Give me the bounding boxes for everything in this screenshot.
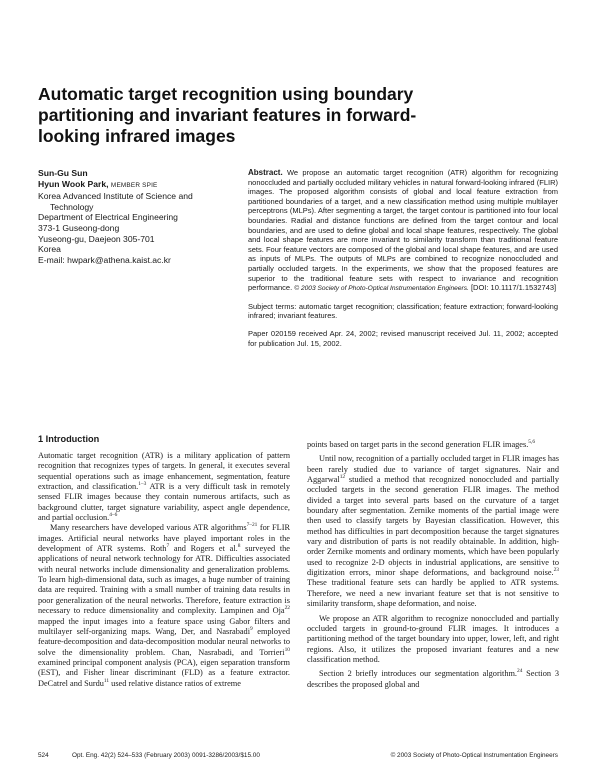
body-paragraph bbox=[38, 523, 290, 689]
doi: [DOI: 10.1117/1.1532743] bbox=[470, 283, 557, 293]
text-run: These traditional feature sets can hardly be applied to ATR systems. Therefore, we need a new invariant feature set that is not sensitive to similarity transform, shape deformation, and noise. bbox=[307, 578, 559, 609]
body-column-right bbox=[307, 440, 559, 690]
citation: 7–21 bbox=[246, 522, 258, 529]
paper-history: Paper 020159 received Apr. 24, 2002; revised manuscript received Jul. 11, 2002; accepted for publication Jul. 15, 2002. bbox=[248, 328, 558, 348]
article-title: Automatic target recognition using boundary partitioning and invariant features in forward-looking infrared images bbox=[38, 84, 417, 146]
citation: 12 bbox=[339, 474, 346, 481]
author-email: E-mail: hwpark@athena.kaist.ac.kr bbox=[38, 254, 171, 265]
author-name: Sun-Gu Sun bbox=[38, 168, 88, 178]
issn-price: 0091-3286/2003/$15.00 bbox=[192, 752, 260, 759]
text-run: used relative distance ratios of extreme bbox=[109, 678, 241, 688]
citation: 24 bbox=[517, 668, 523, 675]
abstract-paragraph bbox=[248, 168, 558, 294]
text-run: surveyed the applications of neural network technology for ATR. Difficulties associated with neural networks include dimensionality and generalization problems. To learn high-dimensional data, such as images, a huge number of training data are required. Training with a small number of training data results in poor generalization of the neural networks. Therefore, feature extraction is necessary to reduce dimensionality and complexity. Lampinen and Oja bbox=[38, 544, 290, 616]
text-run: studied a method that recognized nonoccluded and partially occluded targets in the second generation FLIR images. The method divided a target into several parts based on the curvature of a target boundary after segmentation. Zernike moments of the partial image were then used to classify targets by Bayesian classification. However, this method has difficulties in part decomposition because the target signatures vary and distribution of parts is not readily obtainable. In addition, high-order Zernike moments and ordinary moments, which have been popularly used to recognize 2-D objects in industrial applications, are sensitive to digitization errors, minor shape deformations, and background noise. bbox=[307, 475, 559, 578]
text-run: ATR is a very difficult task in remotely sensed FLIR images because they contain numerous artifacts, such as background clutter, target signature variability, aspect angle dependence, and partial occlusion. bbox=[38, 482, 290, 523]
body-paragraph: We propose an ATR algorithm to recognize nonoccluded and partially occluded targets in ground-to-ground FLIR images. It introduces a partitioning method of the target boundary into upper, lower, left, and right regions. Also, it utilizes the proposed invariant features and a new classification method. bbox=[307, 613, 559, 664]
text-run: examined principal component analysis (PCA), eigen separation transform (EST), and Fisher linear discriminant (FLD) as a feature extractor. DeCatrel and Surdu bbox=[38, 657, 290, 688]
citation: 23 bbox=[553, 567, 559, 574]
citation: 4–6 bbox=[109, 512, 118, 519]
abstract-text: We propose an automatic target recognition (ATR) algorithm for recognizing nonoccluded and partially occluded military vehicles in natural forward-looking infrared (FLIR) images. The proposed algorithm consists of global and local feature extraction from partitioned boundaries of a target, and a new classification method using multiple multilayer perceptrons (MLPs). After segmenting a target, the target contour is partitioned into four local boundaries. Radial and distance functions are defined from the target contour and local boundaries, and are used to define global and local shape features, respectively. The global and local shape features are more invariant to similarity transform than traditional feature sets. Four feature vectors are composed of the global and local shape features, and are used as inputs of MLPs. The outputs of MLPs are combined to recognize nonoccluded and partially occluded targets. In the experiments, we show that the proposed features are superior to the traditional feature sets with respect to invariance and recognition performance. bbox=[248, 168, 558, 293]
affiliation-line: Korea bbox=[38, 244, 61, 255]
citation: 5,6 bbox=[528, 439, 536, 446]
citation: 11 bbox=[103, 677, 110, 684]
text-run: Until now, recognition of a partially occluded target in FLIR images has been rarely studied due to variance of target signatures. Nair and Aggarwal bbox=[307, 454, 559, 485]
text-run: Section 2 briefly introduces our segmentation algorithm. bbox=[319, 669, 518, 679]
text-run: for FLIR images. Artificial neural networks have played important roles in the development of ATR systems. Roth bbox=[38, 523, 290, 554]
citation: 8 bbox=[237, 543, 241, 550]
author-affiliation-block bbox=[38, 168, 243, 265]
citation: 10 bbox=[284, 646, 290, 653]
citation: 1–3 bbox=[138, 481, 147, 488]
subject-terms: Subject terms: automatic target recognition; classification; feature extraction; forward-looking infrared; invariant features. bbox=[248, 301, 558, 321]
page-number: 524 bbox=[38, 752, 49, 759]
page-footer bbox=[38, 752, 558, 759]
section-heading: 1 Introduction bbox=[38, 434, 100, 444]
abstract-label: Abstract. bbox=[248, 168, 283, 177]
citation: 7 bbox=[166, 543, 170, 550]
body-paragraph bbox=[307, 440, 559, 450]
citation: 9 bbox=[250, 626, 253, 633]
body-column-left bbox=[38, 451, 290, 689]
text-run: Automatic target recognition (ATR) is a military application of pattern recognition that recognizes types of targets. In general, it executes several sequential operations such as image enhancement, segmentation, feature extraction, and classification. bbox=[38, 451, 290, 492]
affiliation-line: Department of Electrical Engineering bbox=[38, 212, 178, 223]
affiliation-line: 373-1 Guseong-dong bbox=[38, 222, 120, 233]
body-paragraph bbox=[307, 669, 559, 690]
member-badge: MEMBER SPIE bbox=[110, 181, 158, 189]
abstract-copyright: © 2003 Society of Photo-Optical Instrumentation Engineers. bbox=[294, 285, 469, 293]
text-run: Many researchers have developed various ATR algorithms bbox=[50, 523, 247, 533]
body-paragraph bbox=[38, 451, 290, 523]
journal-citation: Opt. Eng. 42(2) 524–533 (February 2003) bbox=[72, 752, 190, 759]
citation: 22 bbox=[284, 605, 290, 612]
affiliation-line: Technology bbox=[50, 201, 94, 212]
text-run: points based on target parts in the second generation FLIR images. bbox=[307, 440, 529, 449]
body-paragraph bbox=[307, 454, 559, 609]
text-run: employed feature-decomposition and data-decomposition modular neural networks to solve the dimensionality problem. Chan, Nasrabadi, and Torrieri bbox=[38, 626, 290, 657]
text-run: mapped the input images into a feature space using Gabor filters and multilayer self-organizing maps. Wang, Der, and Nasrabadi bbox=[38, 616, 290, 636]
author-name: Hyun Wook Park, bbox=[38, 178, 109, 189]
abstract-block bbox=[248, 168, 558, 348]
affiliation-line: Yuseong-gu, Daejeon 305-701 bbox=[38, 233, 155, 244]
author-line bbox=[38, 179, 243, 192]
footer-copyright: © 2003 Society of Photo-Optical Instrumentation Engineers bbox=[390, 752, 558, 759]
text-run: Section 3 describes the proposed global and bbox=[307, 669, 559, 689]
text-run: and Rogers et al. bbox=[169, 544, 238, 554]
affiliation-line: Korea Advanced Institute of Science and bbox=[38, 191, 193, 202]
